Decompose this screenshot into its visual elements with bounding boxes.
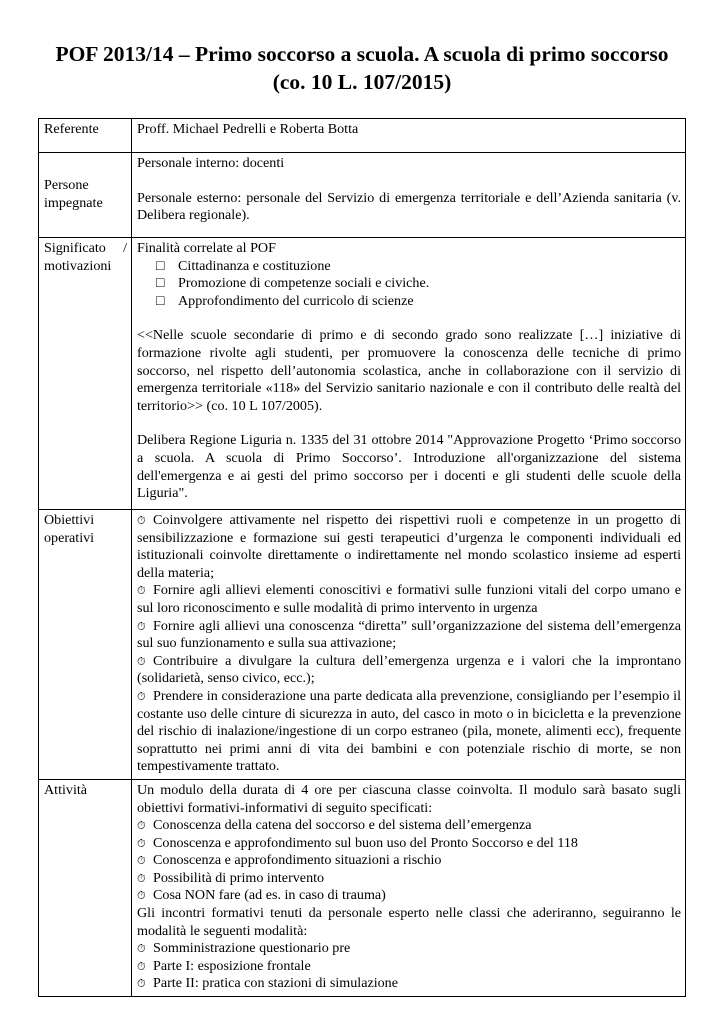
- checkbox-icon: □: [156, 257, 165, 274]
- label-obiettivi: [39, 510, 132, 780]
- obiettivo-text: Fornire agli allievi una conoscenza “diretta” sull’organizzazione del sistema dell’emergenza sul suo funzionamento e sulla sua attivazione;: [137, 617, 681, 652]
- modalita-item: [137, 940, 681, 958]
- personale-interno: Personale interno: docenti: [137, 155, 285, 171]
- obiettivo-item: [137, 653, 681, 688]
- label-persone-line1: Persone: [44, 176, 89, 193]
- clock-icon: ⏱: [137, 584, 146, 598]
- attivita-item: [137, 870, 681, 888]
- modalita-item-text: Parte I: esposizione frontale: [153, 957, 311, 974]
- attivita-item-text: Possibilità di primo intervento: [153, 869, 325, 886]
- modalita-item: [137, 975, 681, 993]
- clock-icon: ⏱: [137, 942, 146, 956]
- clock-icon: ⏱: [137, 959, 146, 973]
- project-table: [38, 118, 686, 997]
- obiettivo-item: [137, 512, 681, 582]
- persone-content: [132, 153, 686, 238]
- checkbox-icon: □: [156, 275, 165, 292]
- attivita-item: [137, 835, 681, 853]
- clock-icon: ⏱: [137, 514, 146, 527]
- attivita-item-text: Conoscenza della catena del soccorso e del sistema dell’emergenza: [153, 817, 532, 834]
- title-line-1: POF 2013/14 – Primo soccorso a scuola. A scuola di primo soccorso: [55, 42, 669, 66]
- clock-icon: ⏱: [137, 889, 146, 903]
- finalita-item-text: Promozione di competenze sociali e civiche.: [178, 275, 430, 292]
- label-referente: Referente: [39, 119, 132, 153]
- clock-icon: ⏱: [137, 871, 146, 885]
- obiettivi-content: [132, 510, 686, 780]
- obiettivo-text: Prendere in considerazione una parte dedicata alla prevenzione, consigliando per l’esempio il costante uso delle cinture di sicurezza in auto, del casco in moto o in bicicletta e la prevenzione del rischio di inalazione/ingestione di un corpo estraneo (pila, monete, alimenti ecc), frequente soprattutto nei primi anni di vita dei bambini e con potenziale rischio di morte, se non tempestivamente trattato.: [137, 687, 681, 775]
- label-persone: [39, 153, 132, 238]
- personale-esterno: Personale esterno: personale del Servizio di emergenza territoriale e dell’Azienda sanitaria (v. Delibera regionale).: [137, 189, 681, 224]
- obiettivo-text: Coinvolgere attivamente nel rispetto dei rispettivi ruoli e competenze in un progetto di sensibilizzazione e formazione sui gesti terapeutici d’urgenza le componenti individuali ed istituzionali coinvolte direttamente o indirettamente nel mondo scolastico insieme ad esperti della materia;: [137, 512, 681, 581]
- attivita-item-text: Cosa NON fare (ad es. in caso di trauma): [153, 887, 386, 904]
- checkbox-icon: □: [156, 292, 165, 309]
- clock-icon: ⏱: [137, 977, 146, 991]
- incontri-text: Gli incontri formativi tenuti da personale esperto nelle classi che aderiranno, seguiranno le modalità le seguenti modalità:: [137, 905, 681, 939]
- label-persone-line2: impegnate: [44, 194, 103, 211]
- attivita-item-text: Conoscenza e approfondimento sul buon uso del Pronto Soccorso e del 118: [153, 834, 578, 851]
- finalita-heading: Finalità correlate al POF: [137, 240, 276, 256]
- label-significato-slash: /: [123, 240, 127, 256]
- obiettivo-text: Fornire agli allievi elementi conoscitivi e formativi sulle funzioni vitali del corpo umano e sul loro riconoscimento e sulle modalità di primo intervento in urgenza: [137, 582, 681, 616]
- finalita-item: [137, 275, 681, 293]
- document-title: [30, 40, 694, 96]
- significato-content: [132, 238, 686, 510]
- attivita-item: [137, 817, 681, 835]
- attivita-item-text: Conoscenza e approfondimento situazioni a rischio: [153, 852, 442, 869]
- attivita-item: [137, 852, 681, 870]
- label-significato-word: Significato: [44, 240, 106, 256]
- obiettivo-text: Contribuire a divulgare la cultura dell’emergenza urgenza e i valori che la improntano (solidarietà, senso civico, ecc.);: [137, 652, 681, 687]
- label-obiettivi-line1: Obiettivi: [44, 512, 95, 528]
- clock-icon: ⏱: [137, 619, 146, 633]
- legge-quote: <<Nelle scuole secondarie di primo e di secondo grado sono realizzate […] iniziative di formazione rivolte agli studenti, per promuovere la conoscenza delle tecniche di primo soccorso, nel rispetto dell’autonomia scolastica, anche in collaborazione con il servizio di emergenza territoriale «118» del Servizio sanitario nazionale e con il contributo delle realtà del territorio>> (co. 10 L 107/2005).: [137, 327, 681, 414]
- clock-icon: ⏱: [137, 819, 146, 833]
- clock-icon: ⏱: [137, 854, 146, 868]
- delibera-text: Delibera Regione Liguria n. 1335 del 31 ottobre 2014 "Approvazione Progetto ‘Primo soccorso a scuola. A scuola di Primo Soccorso’. Introduzione all'organizzazione del sistema dell'emergenza e ai gesti del primo soccorso per i docenti e gli studenti delle scuole della Liguria".: [137, 432, 681, 502]
- obiettivo-item: [137, 688, 681, 776]
- attivita-intro: Un modulo della durata di 4 ore per ciascuna classe coinvolta. Il modulo sarà basato sugli obiettivi formativi-informativi di seguito specificati:: [137, 781, 681, 816]
- referente-text: Proff. Michael Pedrelli e Roberta Botta: [132, 119, 686, 153]
- finalita-item: [137, 258, 681, 276]
- row-referente: [39, 119, 686, 153]
- clock-icon: ⏱: [137, 689, 146, 703]
- row-obiettivi: [39, 510, 686, 780]
- title-line-2: (co. 10 L. 107/2015): [272, 70, 452, 94]
- label-attivita: Attività: [39, 779, 132, 996]
- attivita-item: [137, 887, 681, 905]
- modalita-item-text: Parte II: pratica con stazioni di simulazione: [153, 975, 398, 992]
- clock-icon: ⏱: [137, 654, 146, 668]
- row-attivita: [39, 779, 686, 996]
- row-persone: [39, 153, 686, 238]
- finalita-item: [137, 293, 681, 311]
- modalita-item-text: Somministrazione questionario pre: [153, 940, 351, 957]
- label-significato: [39, 238, 132, 510]
- label-motivazioni: motivazioni: [44, 257, 112, 274]
- label-obiettivi-line2: operativi: [44, 529, 95, 546]
- obiettivo-item: [137, 582, 681, 617]
- obiettivo-item: [137, 618, 681, 653]
- row-significato: [39, 238, 686, 510]
- finalita-item-text: Approfondimento del curricolo di scienze: [178, 292, 414, 309]
- finalita-item-text: Cittadinanza e costituzione: [178, 257, 331, 274]
- modalita-item: [137, 958, 681, 976]
- clock-icon: ⏱: [137, 836, 146, 850]
- attivita-content: [132, 779, 686, 996]
